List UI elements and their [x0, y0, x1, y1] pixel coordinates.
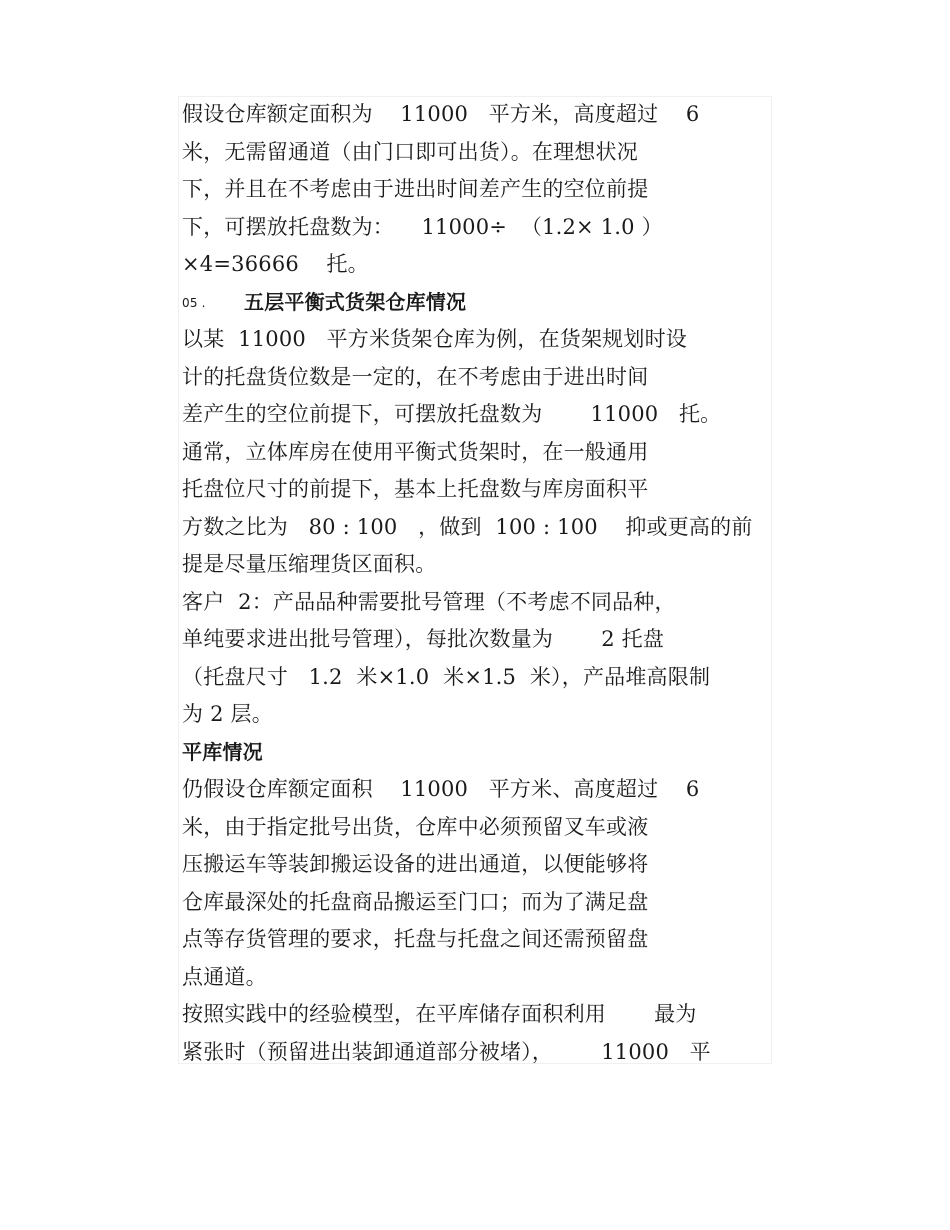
text-line: 紧张时（预留进出装卸通道部分被堵）， 11000 平	[182, 1039, 711, 1064]
text-line: 通常，立体库房在使用平衡式货架时，在一般通用	[182, 439, 649, 464]
text-line: 差产生的空位前提下，可摆放托盘数为 11000 托。	[182, 402, 722, 426]
text-line: 单纯要求进出批号管理），每批次数量为 2 托盘	[182, 627, 665, 651]
text-line: 仓库最深处的托盘商品搬运至门口；而为了满足盘	[182, 889, 649, 914]
text-line: 为 2 层。	[182, 702, 273, 726]
text-line: 假设仓库额定面积为 11000 平方米，高度超过 6	[182, 102, 700, 126]
text-line: 托盘位尺寸的前提下，基本上托盘数与库房面积平	[182, 477, 649, 501]
text-line: 提是尽量压缩理货区面积。	[182, 552, 437, 576]
section-title: 五层平衡式货架仓库情况	[244, 289, 467, 314]
text-line: 方数之比为 80 : 100 ，做到 100 : 100 抑或更高的前	[182, 514, 753, 539]
text-line: ×4=36666 托。	[182, 252, 369, 276]
text-line: 米，无需留通道（由门口即可出货）。在理想状况	[182, 139, 638, 164]
text-line: 点等存货管理的要求，托盘与托盘之间还需预留盘	[182, 927, 649, 951]
section-heading-flat: 平库情况	[182, 739, 263, 764]
text-line: 米，由于指定批号出货，仓库中必须预留叉车或液	[182, 814, 649, 839]
text-line: 客户 2：产品品种需要批号管理（不考虑不同品种，	[182, 589, 676, 614]
text-line: 按照实践中的经验模型，在平库储存面积利用 最为	[182, 1002, 697, 1026]
text-line: （托盘尺寸 1.2 米×1.0 米×1.5 米），产品堆高限制	[182, 664, 711, 689]
text-line: 计的托盘货位数是一定的，在不考虑由于进出时间	[182, 364, 649, 389]
section-number: 05 .	[182, 295, 206, 310]
text-line: 仍假设仓库额定面积 11000 平方米、高度超过 6	[182, 777, 700, 801]
text-line: 下，可摆放托盘数为： 11000÷ （1.2× 1.0 ）	[182, 214, 663, 239]
text-line: 压搬运车等装卸搬运设备的进出通道，以便能够将	[182, 852, 649, 876]
text-line: 点通道。	[182, 964, 267, 989]
text-line: 以某 11000 平方米货架仓库为例，在货架规划时设	[182, 327, 687, 351]
text-line: 下，并且在不考虑由于进出时间差产生的空位前提	[182, 177, 649, 201]
section-heading-05	[182, 284, 772, 322]
document-body	[182, 96, 772, 1071]
